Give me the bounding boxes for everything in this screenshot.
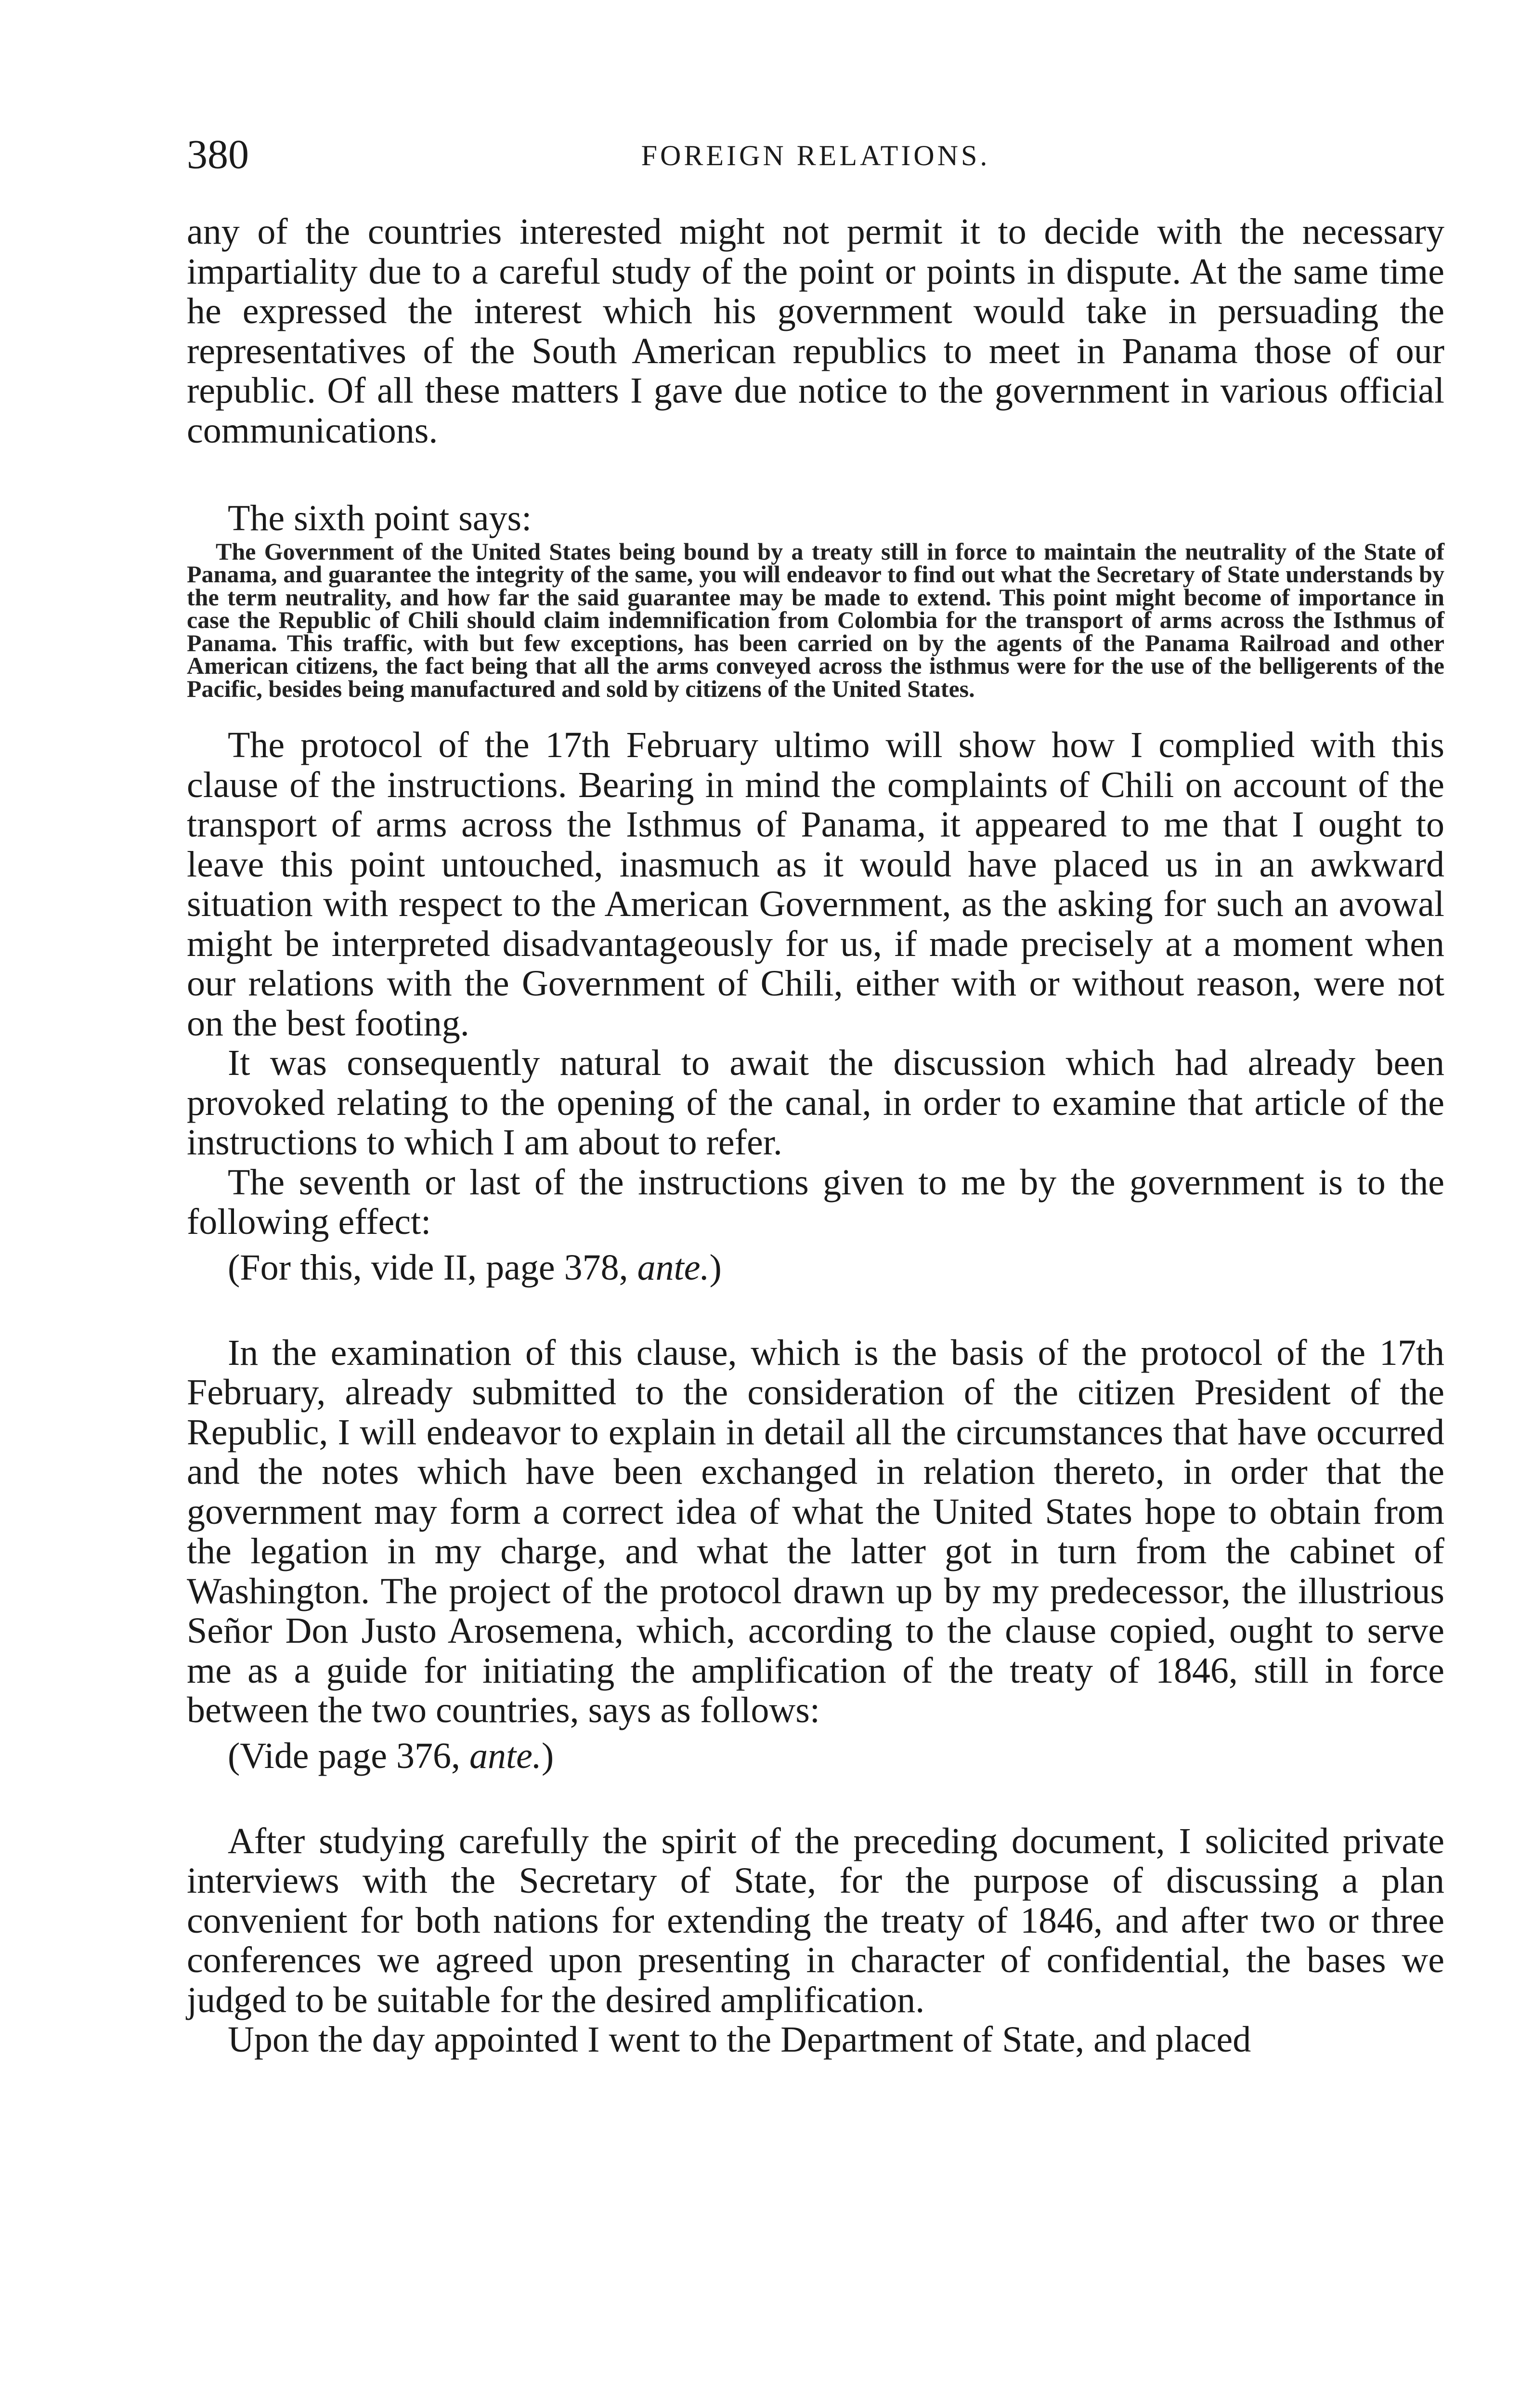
paragraph-sixth-point: The sixth point says:	[228, 498, 532, 538]
page-header	[187, 130, 1444, 183]
reference-vide-378	[187, 1248, 1444, 1287]
reference-close: )	[541, 1735, 554, 1776]
reference-ante: ante.	[637, 1247, 710, 1288]
page-number: 380	[187, 131, 249, 177]
page-body	[187, 212, 1444, 2060]
paragraph-canal-discussion: It was consequently natural to await the discussion which had already been provoked relating to the opening of the canal, in order to examine that article of the instructions to which I am about to refer.	[187, 1043, 1444, 1163]
paragraph-examination: In the examination of this clause, which is the basis of the protocol of the 17th February, already submitted to the consideration of the citizen President of the Republic, I will endeavor to explain in detail all the circumstances that have occurred and the notes which have been exchanged in relation thereto, in order that the government may form a correct idea of what the United States hope to obtain from the legation in my charge, and what the latter got in turn from the cabinet of Washington. The project of the protocol drawn up by my predecessor, the illustrious Señor Don Justo Arosemena, which, according to the clause copied, ought to serve me as a guide for initiating the amplification of the treaty of 1846, still in force between the two countries, says as follows:	[187, 1332, 1444, 1730]
spacer	[187, 700, 1444, 725]
paragraph-protocol: The protocol of the 17th February ultimo will show how I complied with this clause of the instructions. Bearing in mind the complaints of Chili on account of the transport of arms across the Isthmus of Panama, it appeared to me that I ought to leave this point untouched, inasmuch as it would have placed us in an awkward situation with respect to the American Government, as the asking for such an avowal might be interpreted disadvantageously for us, if made precisely at a moment when our relations with the Government of Chili, either with or without reason, were not on the best footing.	[187, 725, 1444, 1044]
spacer	[187, 450, 1444, 498]
reference-ante: ante.	[469, 1735, 542, 1776]
paragraph-interviews: After studying carefully the spirit of the preceding document, I solicited private interviews with the Secretary of State, for the purpose of discussing a plan convenient for both nations for extending the treaty of 1846, and after two or three conferences we agreed upon presenting in character of confidential, the bases we judged to be suitable for the desired amplification.	[187, 1820, 1444, 2020]
reference-close: )	[709, 1247, 722, 1288]
paragraph-seventh-instruction: The seventh or last of the instructions given to me by the government is to the following effect:	[187, 1162, 1444, 1242]
reference-text: (Vide page 376,	[228, 1735, 469, 1776]
reference-vide-376	[187, 1736, 1444, 1776]
spacer	[187, 1776, 1444, 1821]
block-quote-instruction: The Government of the United States being bound by a treaty still in force to maintain the neutrality of the State of Panama, and guarantee the integrity of the same, you will endeavor to find out what the Secretary of State understands by the term neutrality, and how far the said guarantee may be made to extend. This point might become of importance in case the Republic of Chili should claim indemnification from Colombia for the transport of arms across the Isthmus of Panama. This traffic, with but few exceptions, has been carried on by the agents of the Panama Railroad and other American citizens, the fact being that all the arms conveyed across the isthmus were for the use of the belligerents of the Pacific, besides being manufactured and sold by citizens of the United States.	[187, 537, 1444, 702]
reference-text: (For this, vide II, page 378,	[228, 1247, 637, 1288]
spacer	[187, 1287, 1444, 1333]
paragraph-department-of-state: Upon the day appointed I went to the Department of State, and placed	[228, 2019, 1251, 2060]
running-title: FOREIGN RELATIONS.	[641, 140, 990, 171]
paragraph-continuation: any of the countries interested might not permit it to decide with the necessary impartiality due to a careful study of the point or points in dispute. At the same time he expressed the interest which his government would take in persuading the representatives of the South American republics to meet in Panama those of our republic. Of all these matters I gave due notice to the government in various official communications.	[187, 211, 1444, 451]
